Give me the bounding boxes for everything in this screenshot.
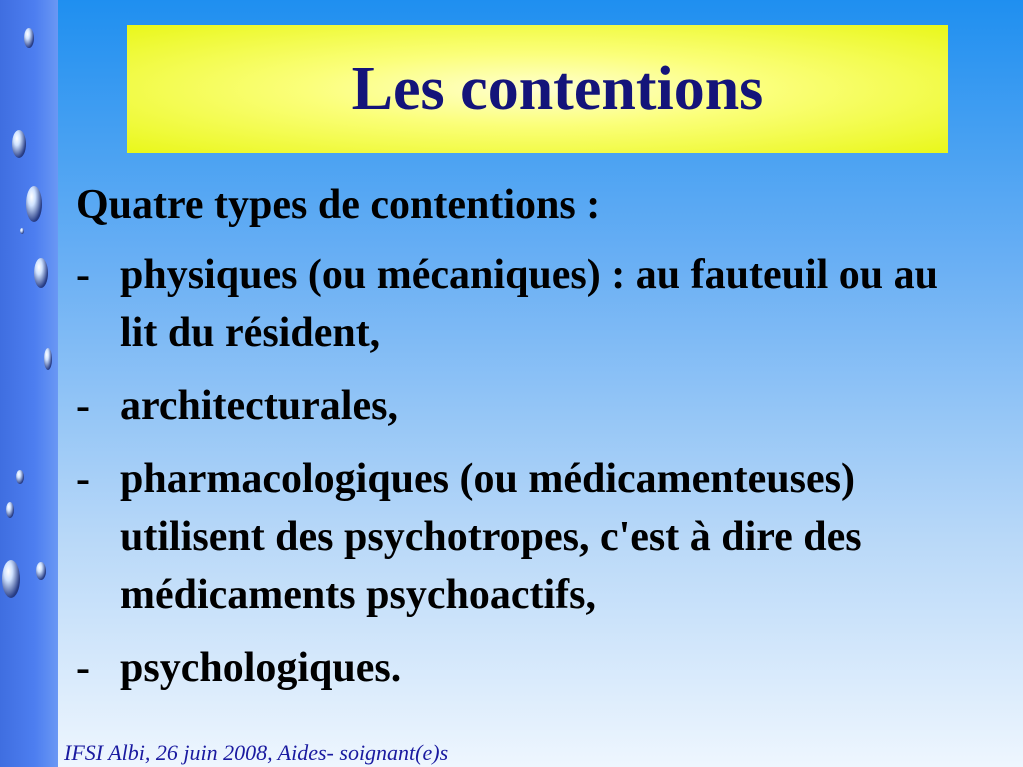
water-drop-icon [20,228,24,234]
water-drop-icon [2,560,20,598]
slide-title: Les contentions [351,54,764,123]
list-item [76,246,976,362]
bullet-dash: - [76,645,90,691]
water-drop-icon [16,470,24,484]
water-drop-icon [12,130,26,158]
list-item-text: physiques (ou mécaniques) : au fauteuil ou au lit du résident, [120,252,938,356]
bullet-dash: - [76,252,90,298]
water-drop-icon [36,562,46,580]
list-item-text: psychologiques. [120,645,402,691]
intro-text: Quatre types de contentions : [76,182,601,228]
list-item [76,450,976,624]
footer-text: IFSI Albi, 26 juin 2008, Aides- soignant(e)s [64,740,449,765]
water-drop-icon [24,28,34,48]
water-drop-icon [44,348,52,370]
bullet-dash: - [76,383,90,429]
list-item [76,639,976,697]
water-drop-icon [6,502,14,518]
title-banner [127,25,948,153]
slide-body [76,176,976,712]
water-drop-icon [26,186,42,222]
water-drop-icon [34,258,48,288]
list-item-text: pharmacologiques (ou médicamenteuses) utilisent des psychotropes, c'est à dire des médicaments psychoactifs, [120,456,862,618]
list-item [76,377,976,435]
bullet-dash: - [76,456,90,502]
list-item-text: architecturales, [120,383,398,429]
left-decorative-band [0,0,58,767]
